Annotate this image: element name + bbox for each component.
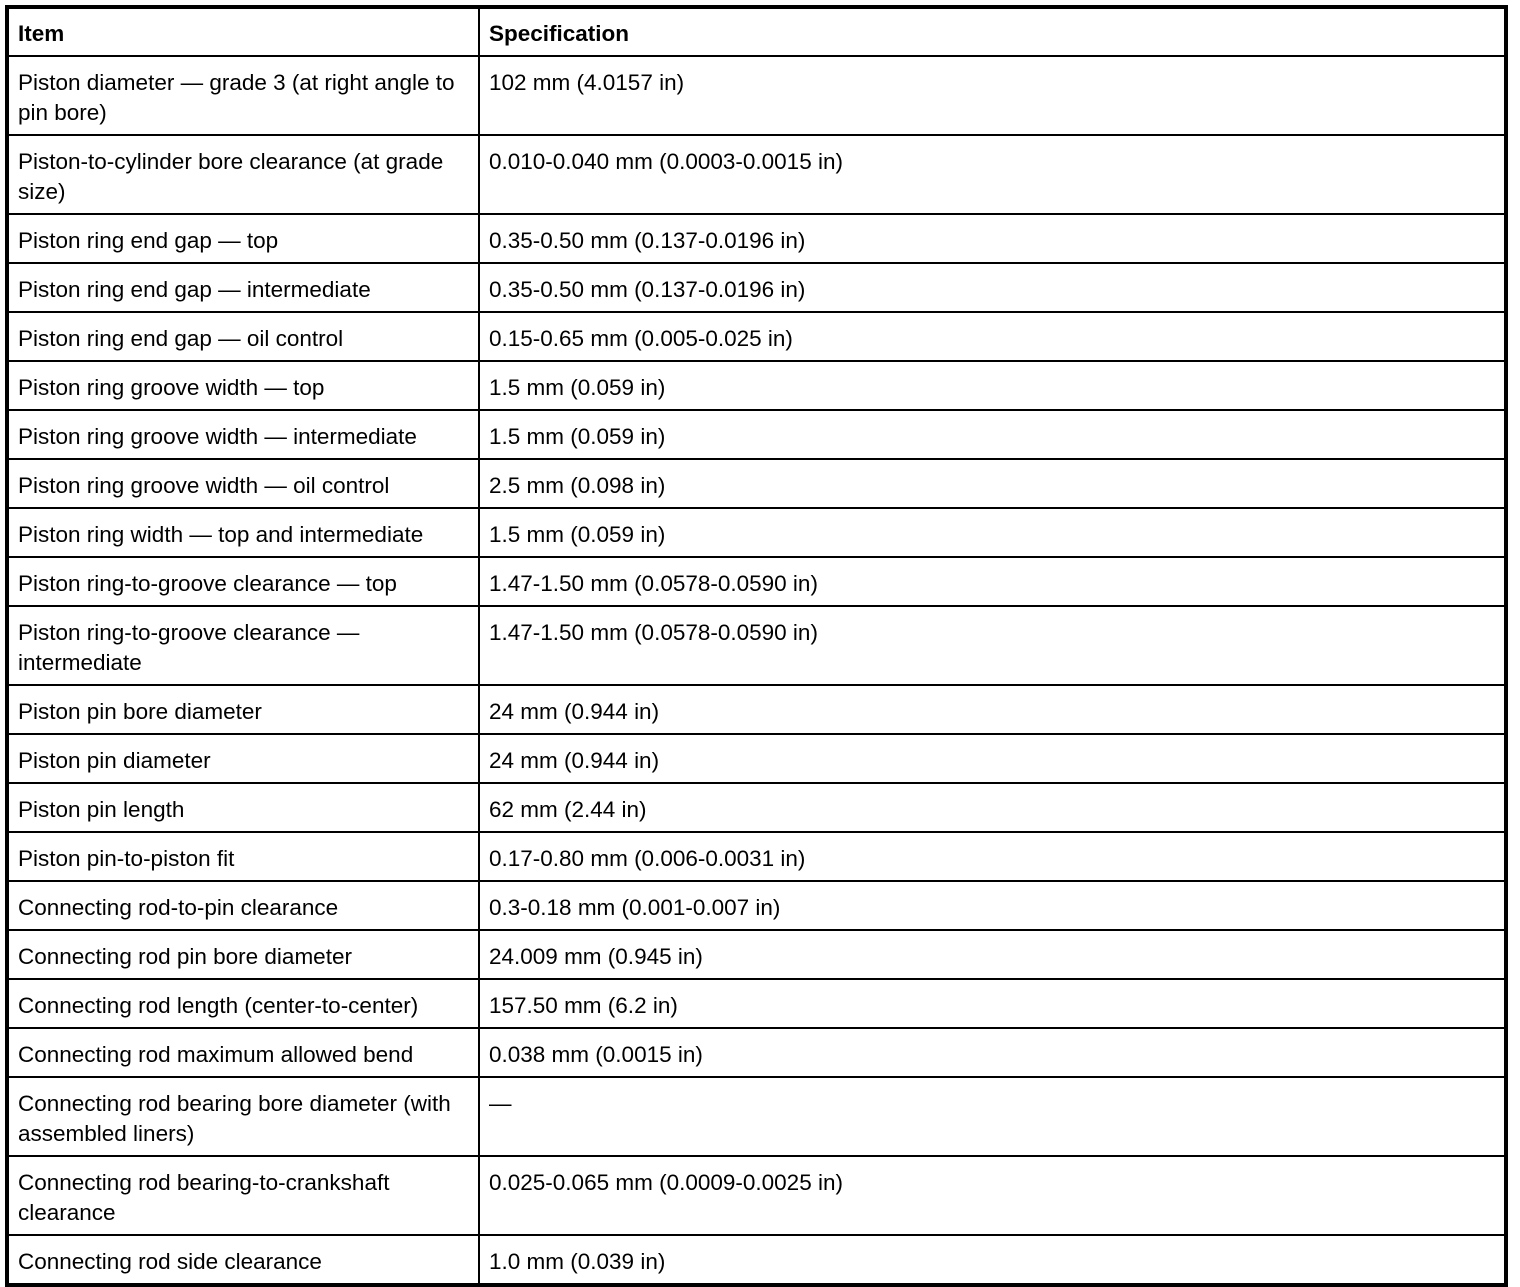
table-row xyxy=(7,979,1506,1028)
specification-cell: 1.5 mm (0.059 in) xyxy=(479,410,1506,459)
item-cell: Piston ring groove width — top xyxy=(7,361,479,410)
specification-cell: 0.038 mm (0.0015 in) xyxy=(479,1028,1506,1077)
specification-cell: 1.47-1.50 mm (0.0578-0.0590 in) xyxy=(479,557,1506,606)
specification-cell: — xyxy=(479,1077,1506,1156)
specification-cell: 1.47-1.50 mm (0.0578-0.0590 in) xyxy=(479,606,1506,685)
table-row xyxy=(7,1077,1506,1156)
item-cell: Piston pin-to-piston fit xyxy=(7,832,479,881)
specification-cell: 102 mm (4.0157 in) xyxy=(479,56,1506,135)
specification-cell: 1.5 mm (0.059 in) xyxy=(479,508,1506,557)
item-cell: Connecting rod side clearance xyxy=(7,1235,479,1285)
specification-cell: 0.15-0.65 mm (0.005-0.025 in) xyxy=(479,312,1506,361)
table-row xyxy=(7,557,1506,606)
item-cell: Piston pin bore diameter xyxy=(7,685,479,734)
specification-cell: 62 mm (2.44 in) xyxy=(479,783,1506,832)
item-cell: Connecting rod bearing-to-crankshaft clearance xyxy=(7,1156,479,1235)
table-row xyxy=(7,214,1506,263)
table-row xyxy=(7,135,1506,214)
specification-cell: 0.025-0.065 mm (0.0009-0.0025 in) xyxy=(479,1156,1506,1235)
table-body xyxy=(7,56,1506,1285)
specification-cell: 0.17-0.80 mm (0.006-0.0031 in) xyxy=(479,832,1506,881)
table-row xyxy=(7,410,1506,459)
header-item: Item xyxy=(7,7,479,56)
specification-cell: 1.0 mm (0.039 in) xyxy=(479,1235,1506,1285)
specification-cell: 0.35-0.50 mm (0.137-0.0196 in) xyxy=(479,263,1506,312)
spec-table xyxy=(5,5,1508,1287)
specification-cell: 2.5 mm (0.098 in) xyxy=(479,459,1506,508)
table-row xyxy=(7,312,1506,361)
specification-cell: 0.010-0.040 mm (0.0003-0.0015 in) xyxy=(479,135,1506,214)
item-cell: Piston ring-to-groove clearance — intermediate xyxy=(7,606,479,685)
table-row xyxy=(7,1028,1506,1077)
table-row xyxy=(7,881,1506,930)
item-cell: Connecting rod length (center-to-center) xyxy=(7,979,479,1028)
table-row xyxy=(7,263,1506,312)
table-row xyxy=(7,56,1506,135)
specification-cell: 24 mm (0.944 in) xyxy=(479,685,1506,734)
table-row xyxy=(7,930,1506,979)
item-cell: Piston diameter — grade 3 (at right angle to pin bore) xyxy=(7,56,479,135)
specification-cell: 24.009 mm (0.945 in) xyxy=(479,930,1506,979)
item-cell: Piston pin length xyxy=(7,783,479,832)
table-row xyxy=(7,1156,1506,1235)
item-cell: Piston ring groove width — intermediate xyxy=(7,410,479,459)
table-row xyxy=(7,685,1506,734)
specification-cell: 157.50 mm (6.2 in) xyxy=(479,979,1506,1028)
item-cell: Piston-to-cylinder bore clearance (at grade size) xyxy=(7,135,479,214)
table-row xyxy=(7,734,1506,783)
specification-cell: 0.35-0.50 mm (0.137-0.0196 in) xyxy=(479,214,1506,263)
item-cell: Connecting rod bearing bore diameter (with assembled liners) xyxy=(7,1077,479,1156)
item-cell: Connecting rod-to-pin clearance xyxy=(7,881,479,930)
item-cell: Piston ring end gap — intermediate xyxy=(7,263,479,312)
table-header xyxy=(7,7,1506,56)
item-cell: Piston ring end gap — top xyxy=(7,214,479,263)
item-cell: Piston pin diameter xyxy=(7,734,479,783)
item-cell: Piston ring width — top and intermediate xyxy=(7,508,479,557)
table-row xyxy=(7,832,1506,881)
table-row xyxy=(7,361,1506,410)
table-row xyxy=(7,508,1506,557)
header-specification: Specification xyxy=(479,7,1506,56)
specification-cell: 24 mm (0.944 in) xyxy=(479,734,1506,783)
item-cell: Connecting rod maximum allowed bend xyxy=(7,1028,479,1077)
table-row xyxy=(7,1235,1506,1285)
specification-cell: 1.5 mm (0.059 in) xyxy=(479,361,1506,410)
table-row xyxy=(7,459,1506,508)
specification-cell: 0.3-0.18 mm (0.001-0.007 in) xyxy=(479,881,1506,930)
item-cell: Piston ring groove width — oil control xyxy=(7,459,479,508)
table-row xyxy=(7,606,1506,685)
header-row xyxy=(7,7,1506,56)
item-cell: Piston ring end gap — oil control xyxy=(7,312,479,361)
item-cell: Connecting rod pin bore diameter xyxy=(7,930,479,979)
item-cell: Piston ring-to-groove clearance — top xyxy=(7,557,479,606)
table-row xyxy=(7,783,1506,832)
